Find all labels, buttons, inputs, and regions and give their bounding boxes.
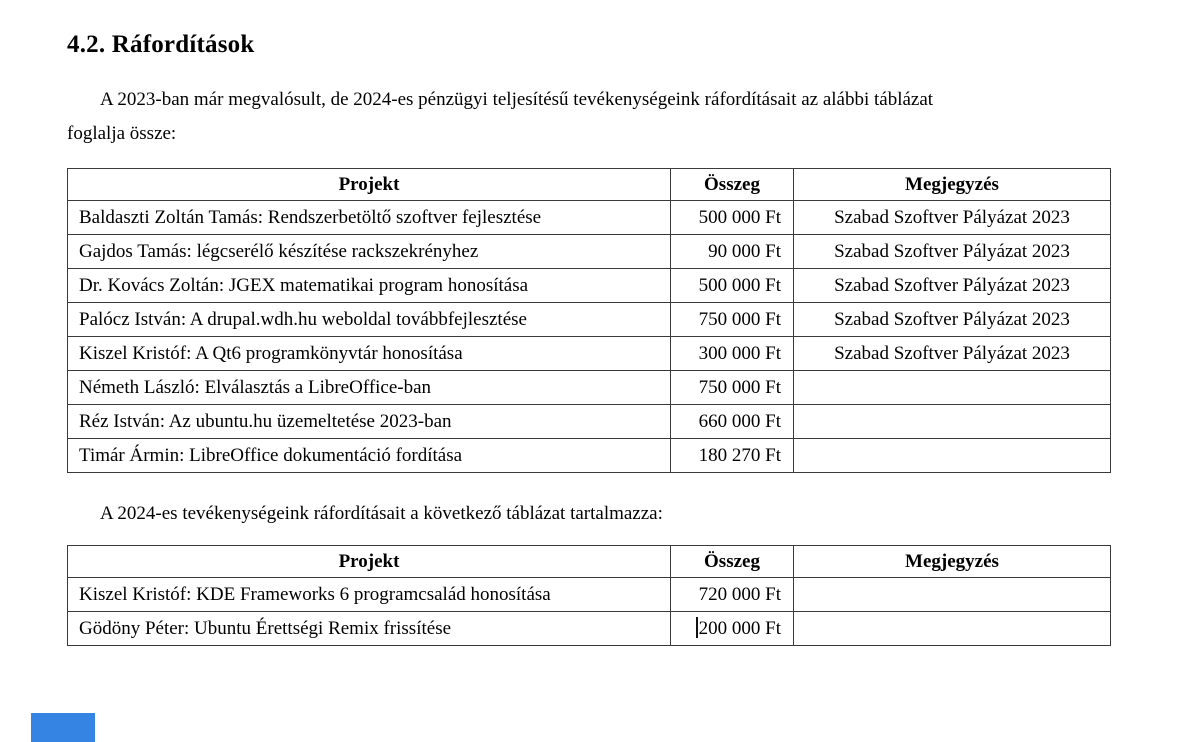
- cell-megjegyzes[interactable]: Szabad Szoftver Pályázat 2023: [794, 201, 1111, 235]
- cell-projekt[interactable]: Palócz István: A drupal.wdh.hu weboldal továbbfejlesztése: [68, 303, 671, 337]
- cell-osszeg[interactable]: 500 000 Ft: [671, 269, 794, 303]
- cell-osszeg[interactable]: 720 000 Ft: [671, 578, 794, 612]
- table-row: [68, 269, 1111, 303]
- cell-projekt[interactable]: Timár Ármin: LibreOffice dokumentáció fordítása: [68, 439, 671, 473]
- cell-projekt[interactable]: Kiszel Kristóf: KDE Frameworks 6 programcsalád honosítása: [68, 578, 671, 612]
- table-row: [68, 201, 1111, 235]
- header-cell-osszeg[interactable]: Összeg: [671, 546, 794, 578]
- cell-megjegyzes[interactable]: [794, 371, 1111, 405]
- table-row: [68, 303, 1111, 337]
- intro-paragraph-2023[interactable]: [67, 83, 1110, 151]
- table-header-row: [68, 169, 1111, 201]
- paragraph-line: foglalja össze:: [67, 123, 177, 144]
- cell-megjegyzes[interactable]: [794, 405, 1111, 439]
- cell-megjegyzes[interactable]: Szabad Szoftver Pályázat 2023: [794, 269, 1111, 303]
- cell-projekt[interactable]: Baldaszti Zoltán Tamás: Rendszerbetöltő szoftver fejlesztése: [68, 201, 671, 235]
- header-cell-osszeg[interactable]: Összeg: [671, 169, 794, 201]
- cell-megjegyzes[interactable]: Szabad Szoftver Pályázat 2023: [794, 235, 1111, 269]
- header-cell-megjegyzes[interactable]: Megjegyzés: [794, 169, 1111, 201]
- cell-projekt[interactable]: Gajdos Tamás: légcserélő készítése rackszekrényhez: [68, 235, 671, 269]
- cell-projekt[interactable]: Gödöny Péter: Ubuntu Érettségi Remix frissítése: [68, 612, 671, 646]
- table-header-row: [68, 546, 1111, 578]
- cell-megjegyzes[interactable]: Szabad Szoftver Pályázat 2023: [794, 303, 1111, 337]
- cell-projekt[interactable]: Németh László: Elválasztás a LibreOffice-ban: [68, 371, 671, 405]
- paragraph-line: A 2024-es tevékenységeink ráfordításait a következő táblázat tartalmazza:: [100, 503, 663, 524]
- table-row: [68, 337, 1111, 371]
- cell-osszeg[interactable]: 750 000 Ft: [671, 303, 794, 337]
- cell-osszeg[interactable]: 180 270 Ft: [671, 439, 794, 473]
- intro-paragraph-2024[interactable]: [67, 497, 1110, 531]
- table-row: [68, 612, 1111, 646]
- cell-osszeg[interactable]: 500 000 Ft: [671, 201, 794, 235]
- section-heading[interactable]: 4.2. Ráfordítások: [67, 31, 255, 58]
- blue-highlight-marker: [31, 713, 95, 742]
- table-row: [68, 371, 1111, 405]
- cell-projekt[interactable]: Dr. Kovács Zoltán: JGEX matematikai program honosítása: [68, 269, 671, 303]
- cell-megjegyzes[interactable]: [794, 578, 1111, 612]
- cell-projekt[interactable]: Réz István: Az ubuntu.hu üzemeltetése 2023-ban: [68, 405, 671, 439]
- table-row: [68, 578, 1111, 612]
- table-row: [68, 235, 1111, 269]
- cell-megjegyzes[interactable]: Szabad Szoftver Pályázat 2023: [794, 337, 1111, 371]
- table-row: [68, 405, 1111, 439]
- cell-projekt[interactable]: Kiszel Kristóf: A Qt6 programkönyvtár honosítása: [68, 337, 671, 371]
- header-cell-projekt[interactable]: Projekt: [68, 169, 671, 201]
- header-cell-megjegyzes[interactable]: Megjegyzés: [794, 546, 1111, 578]
- cell-osszeg[interactable]: 90 000 Ft: [671, 235, 794, 269]
- expense-table-2024: [67, 545, 1111, 646]
- text-cursor: [696, 617, 698, 638]
- cell-osszeg[interactable]: 750 000 Ft: [671, 371, 794, 405]
- expense-table-2023: [67, 168, 1111, 473]
- paragraph-line: A 2023-ban már megvalósult, de 2024-es pénzügyi teljesítésű tevékenységeink ráfordításait az alábbi táblázat: [100, 89, 934, 110]
- cell-megjegyzes[interactable]: [794, 439, 1111, 473]
- cell-osszeg[interactable]: 660 000 Ft: [671, 405, 794, 439]
- cell-osszeg[interactable]: 200 000 Ft: [671, 612, 794, 646]
- cell-megjegyzes[interactable]: [794, 612, 1111, 646]
- header-cell-projekt[interactable]: Projekt: [68, 546, 671, 578]
- cell-osszeg[interactable]: 300 000 Ft: [671, 337, 794, 371]
- table-row: [68, 439, 1111, 473]
